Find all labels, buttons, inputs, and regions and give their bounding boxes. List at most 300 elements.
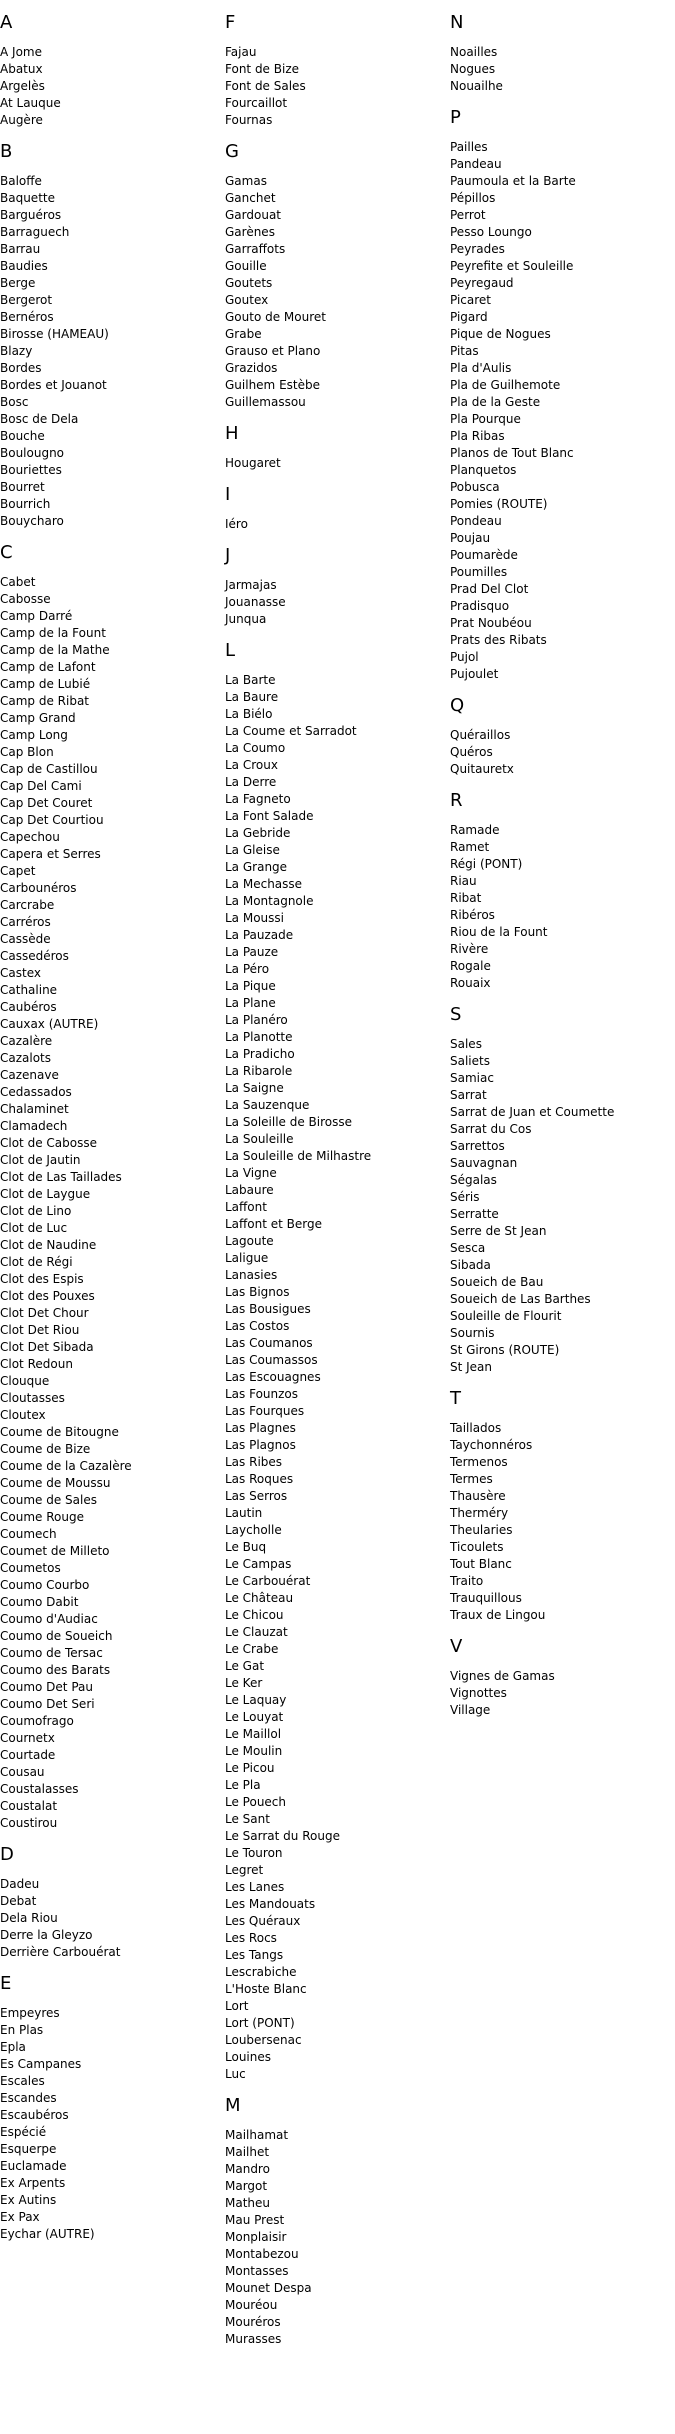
place-name: La Biélo bbox=[225, 707, 273, 721]
place-name: Le Louyat bbox=[225, 1710, 284, 1724]
place-name: Rouaix bbox=[450, 976, 491, 990]
place-name: Derre la Gleyzo bbox=[0, 1928, 93, 1942]
place-name: Cousau bbox=[0, 1765, 45, 1779]
section-i bbox=[225, 484, 440, 533]
place-name: Fourcaillot bbox=[225, 96, 288, 110]
place-name: La Soleille de Birosse bbox=[225, 1115, 353, 1129]
place-name: Camp de Ribat bbox=[0, 694, 90, 708]
place-name: Coume de la Cazalère bbox=[0, 1459, 132, 1473]
place-name: Euclamade bbox=[0, 2159, 67, 2173]
place-name: Laffont bbox=[225, 1200, 267, 1214]
place-name: Coumet de Milleto bbox=[0, 1544, 110, 1558]
place-name: Les Lanes bbox=[225, 1880, 285, 1894]
place-list bbox=[225, 577, 440, 628]
place-name: Cedassados bbox=[0, 1085, 72, 1099]
place-name: Clot de Las Taillades bbox=[0, 1170, 122, 1184]
place-name: Matheu bbox=[225, 2196, 271, 2210]
place-list bbox=[225, 2127, 440, 2348]
column-2 bbox=[225, 0, 440, 2360]
place-name: Pitas bbox=[450, 344, 479, 358]
place-name: Le Laquay bbox=[225, 1693, 287, 1707]
place-name: Ribat bbox=[450, 891, 482, 905]
place-name: Argelès bbox=[0, 79, 45, 93]
place-name: Le Pouech bbox=[225, 1795, 287, 1809]
place-name: Lescrabiche bbox=[225, 1965, 297, 1979]
section-b bbox=[0, 141, 215, 530]
place-name: Coumo Det Pau bbox=[0, 1680, 93, 1694]
place-name: Boulougno bbox=[0, 446, 65, 460]
place-name: La Gleise bbox=[225, 843, 280, 857]
place-name: Souleille de Flourit bbox=[450, 1309, 562, 1323]
place-name: Laligue bbox=[225, 1251, 269, 1265]
place-name: Capechou bbox=[0, 830, 60, 844]
place-name: La Vigne bbox=[225, 1166, 277, 1180]
place-name: Baquette bbox=[0, 191, 55, 205]
place-name: Gouille bbox=[225, 259, 267, 273]
place-name: At Lauque bbox=[0, 96, 61, 110]
place-name: Peyrades bbox=[450, 242, 505, 256]
place-name: Coume de Bize bbox=[0, 1442, 91, 1456]
place-name: Capet bbox=[0, 864, 36, 878]
place-name: Las Coumanos bbox=[225, 1336, 313, 1350]
place-name: Mau Prest bbox=[225, 2213, 285, 2227]
place-name: Clot Det Riou bbox=[0, 1323, 80, 1337]
place-name: Pujoulet bbox=[450, 667, 499, 681]
place-name: Clot de Naudine bbox=[0, 1238, 97, 1252]
place-name: Derrière Carbouérat bbox=[0, 1945, 121, 1959]
place-name: Poumarède bbox=[450, 548, 518, 562]
place-name: Clot Det Sibada bbox=[0, 1340, 94, 1354]
place-name: Blazy bbox=[0, 344, 33, 358]
place-name: Cassedéros bbox=[0, 949, 69, 963]
place-name: Camp Long bbox=[0, 728, 68, 742]
place-name: Le Crabe bbox=[225, 1642, 279, 1656]
section-j bbox=[225, 545, 440, 628]
place-name: Bosc de Dela bbox=[0, 412, 79, 426]
place-name: Bouriettes bbox=[0, 463, 62, 477]
place-name: Cazenave bbox=[0, 1068, 59, 1082]
place-name: Coumetos bbox=[0, 1561, 61, 1575]
place-name: Abatux bbox=[0, 62, 43, 76]
place-name: Termes bbox=[450, 1472, 493, 1486]
place-name: Ex Autins bbox=[0, 2193, 57, 2207]
place-name: Les Tangs bbox=[225, 1948, 284, 1962]
place-list bbox=[0, 173, 215, 530]
place-name: Iéro bbox=[225, 517, 248, 531]
place-name: St Jean bbox=[450, 1360, 493, 1374]
place-name: Bernéros bbox=[0, 310, 54, 324]
section-letter-heading: S bbox=[450, 1004, 462, 1025]
place-name: Taychonnéros bbox=[450, 1438, 533, 1452]
section-letter-heading: F bbox=[225, 12, 236, 33]
section-e bbox=[0, 1973, 215, 2243]
place-name: Gouto de Mouret bbox=[225, 310, 326, 324]
place-name: La Ribarole bbox=[225, 1064, 293, 1078]
place-name: Gardouat bbox=[225, 208, 281, 222]
place-name: Cap Det Couret bbox=[0, 796, 93, 810]
place-name: Mounet Despa bbox=[225, 2281, 312, 2295]
place-name: Las Serros bbox=[225, 1489, 288, 1503]
place-name: Clouque bbox=[0, 1374, 50, 1388]
place-name: Lagoute bbox=[225, 1234, 274, 1248]
place-name: Pujol bbox=[450, 650, 479, 664]
place-name: Les Rocs bbox=[225, 1931, 277, 1945]
place-name: Escaubéros bbox=[0, 2108, 69, 2122]
place-name: Capera et Serres bbox=[0, 847, 101, 861]
place-name: Carcrabe bbox=[0, 898, 55, 912]
place-name: La Derre bbox=[225, 775, 277, 789]
place-name: Quéros bbox=[450, 745, 493, 759]
place-name: Pailles bbox=[450, 140, 488, 154]
place-name: Le Chicou bbox=[225, 1608, 284, 1622]
place-name: Pomies (ROUTE) bbox=[450, 497, 548, 511]
place-name: La Barte bbox=[225, 673, 276, 687]
place-name: Prats des Ribats bbox=[450, 633, 547, 647]
place-name: Prat Noubéou bbox=[450, 616, 532, 630]
place-name: Coumo d'Audiac bbox=[0, 1612, 98, 1626]
section-l bbox=[225, 640, 440, 2083]
place-name: Cabet bbox=[0, 575, 36, 589]
place-name: La Plane bbox=[225, 996, 276, 1010]
place-name: Baloffe bbox=[0, 174, 42, 188]
place-name: Font de Sales bbox=[225, 79, 306, 93]
place-name: Ex Pax bbox=[0, 2210, 40, 2224]
place-name: Trauquillous bbox=[450, 1591, 522, 1605]
place-name: Berge bbox=[0, 276, 36, 290]
place-name: Ségalas bbox=[450, 1173, 497, 1187]
place-name: Le Sant bbox=[225, 1812, 270, 1826]
place-name: Paumoula et la Barte bbox=[450, 174, 576, 188]
place-name: Pla de Guilhemote bbox=[450, 378, 561, 392]
section-t bbox=[450, 1388, 665, 1624]
place-name: Les Mandouats bbox=[225, 1897, 316, 1911]
place-name: Peyregaud bbox=[450, 276, 514, 290]
place-name: La Mechasse bbox=[225, 877, 303, 891]
place-name: Escales bbox=[0, 2074, 45, 2088]
place-name: Goutex bbox=[225, 293, 269, 307]
place-list bbox=[450, 1668, 665, 1719]
section-f bbox=[225, 12, 440, 129]
place-name: Ticoulets bbox=[450, 1540, 504, 1554]
place-name: Carbounéros bbox=[0, 881, 77, 895]
place-name: Labaure bbox=[225, 1183, 274, 1197]
place-name: Las Fourques bbox=[225, 1404, 305, 1418]
place-name: Pla de la Geste bbox=[450, 395, 541, 409]
section-letter-heading: J bbox=[225, 545, 231, 566]
place-name: Montabezou bbox=[225, 2247, 299, 2261]
place-name: Clot de Jautin bbox=[0, 1153, 81, 1167]
place-name: La Souleille de Milhastre bbox=[225, 1149, 372, 1163]
place-name: Cap Blon bbox=[0, 745, 54, 759]
place-name: Sarrat du Cos bbox=[450, 1122, 532, 1136]
place-list bbox=[0, 1876, 215, 1961]
place-name: La Gebride bbox=[225, 826, 291, 840]
place-name: Le Gat bbox=[225, 1659, 265, 1673]
place-name: Le Buq bbox=[225, 1540, 267, 1554]
place-name: Escandes bbox=[0, 2091, 57, 2105]
section-letter-heading: N bbox=[450, 12, 464, 33]
place-name: Murasses bbox=[225, 2332, 282, 2346]
place-name: Barraguech bbox=[0, 225, 70, 239]
place-name: La Planotte bbox=[225, 1030, 293, 1044]
section-q bbox=[450, 695, 665, 778]
place-name: Monplaisir bbox=[225, 2230, 287, 2244]
place-name: Sauvagnan bbox=[450, 1156, 518, 1170]
place-name: Empeyres bbox=[0, 2006, 60, 2020]
section-r bbox=[450, 790, 665, 992]
place-name: Augère bbox=[0, 113, 43, 127]
section-letter-heading: R bbox=[450, 790, 463, 811]
place-name: Termenos bbox=[450, 1455, 508, 1469]
place-name: Picaret bbox=[450, 293, 492, 307]
place-name: Camp de la Fount bbox=[0, 626, 106, 640]
place-name: Courtade bbox=[0, 1748, 56, 1762]
place-name: Garraffots bbox=[225, 242, 286, 256]
place-name: Serre de St Jean bbox=[450, 1224, 547, 1238]
place-name: Le Clauzat bbox=[225, 1625, 288, 1639]
place-name: Planos de Tout Blanc bbox=[450, 446, 574, 460]
place-name: Cazalots bbox=[0, 1051, 52, 1065]
place-name: Sarrat de Juan et Coumette bbox=[450, 1105, 615, 1119]
place-name: Fajau bbox=[225, 45, 257, 59]
place-name: L'Hoste Blanc bbox=[225, 1982, 307, 1996]
place-name: Dela Riou bbox=[0, 1911, 58, 1925]
place-name: Grabe bbox=[225, 327, 262, 341]
place-name: Fournas bbox=[225, 113, 273, 127]
place-name: Pesso Loungo bbox=[450, 225, 532, 239]
place-name: Ribéros bbox=[450, 908, 495, 922]
place-name: Tout Blanc bbox=[450, 1557, 512, 1571]
place-name: Lort (PONT) bbox=[225, 2016, 295, 2030]
place-name: Sesca bbox=[450, 1241, 486, 1255]
place-name: Riou de la Fount bbox=[450, 925, 548, 939]
place-name: Las Costos bbox=[225, 1319, 290, 1333]
place-name: La Pauze bbox=[225, 945, 279, 959]
place-name: Clot de Cabosse bbox=[0, 1136, 97, 1150]
place-list bbox=[225, 455, 440, 472]
place-name: Planquetos bbox=[450, 463, 517, 477]
place-name: Poujau bbox=[450, 531, 491, 545]
place-name: Camp de Lafont bbox=[0, 660, 96, 674]
place-name: Saliets bbox=[450, 1054, 490, 1068]
section-letter-heading: Q bbox=[450, 695, 465, 716]
place-name: La Montagnole bbox=[225, 894, 314, 908]
place-name: Lautin bbox=[225, 1506, 263, 1520]
place-name: Riau bbox=[450, 874, 477, 888]
place-name: La Grange bbox=[225, 860, 288, 874]
place-name: Coumo Det Seri bbox=[0, 1697, 95, 1711]
place-list bbox=[0, 2005, 215, 2243]
place-name: Sarrat bbox=[450, 1088, 487, 1102]
place-name: Rivère bbox=[450, 942, 489, 956]
place-name: Camp Darré bbox=[0, 609, 73, 623]
section-letter-heading: B bbox=[0, 141, 13, 162]
place-name: La Coumo bbox=[225, 741, 286, 755]
place-name: Clot des Espis bbox=[0, 1272, 84, 1286]
place-name: Le Maillol bbox=[225, 1727, 282, 1741]
place-name: La Font Salade bbox=[225, 809, 314, 823]
place-name: Cap Det Courtiou bbox=[0, 813, 104, 827]
place-name: Ramade bbox=[450, 823, 500, 837]
place-name: Samiac bbox=[450, 1071, 494, 1085]
place-name: Chalaminet bbox=[0, 1102, 69, 1116]
place-name: Pigard bbox=[450, 310, 488, 324]
place-name: Junqua bbox=[225, 612, 267, 626]
place-name: Soueich de Bau bbox=[450, 1275, 544, 1289]
section-c bbox=[0, 542, 215, 1832]
place-list bbox=[225, 672, 440, 2083]
section-v bbox=[450, 1636, 665, 1719]
place-name: Cap de Castillou bbox=[0, 762, 98, 776]
place-name: Cabosse bbox=[0, 592, 51, 606]
place-name: Le Campas bbox=[225, 1557, 292, 1571]
place-name: Coume de Sales bbox=[0, 1493, 97, 1507]
section-letter-heading: A bbox=[0, 12, 13, 33]
place-name: Debat bbox=[0, 1894, 37, 1908]
section-d bbox=[0, 1844, 215, 1961]
place-name: Cathaline bbox=[0, 983, 58, 997]
place-name: Coume de Moussu bbox=[0, 1476, 111, 1490]
place-name: La Croux bbox=[225, 758, 278, 772]
place-name: Coume de Bitougne bbox=[0, 1425, 119, 1439]
place-name: Pla Ribas bbox=[450, 429, 505, 443]
place-name: Pique de Nogues bbox=[450, 327, 551, 341]
place-name: Le Ker bbox=[225, 1676, 263, 1690]
place-name: Mandro bbox=[225, 2162, 270, 2176]
place-name: Cassède bbox=[0, 932, 51, 946]
place-name: Ganchet bbox=[225, 191, 276, 205]
place-name: Peyrefite et Souleille bbox=[450, 259, 574, 273]
place-name: Baudies bbox=[0, 259, 48, 273]
place-name: Le Moulin bbox=[225, 1744, 283, 1758]
place-list bbox=[0, 574, 215, 1832]
place-name: La Planéro bbox=[225, 1013, 288, 1027]
place-name: Bordes et Jouanot bbox=[0, 378, 107, 392]
place-name: Pondeau bbox=[450, 514, 502, 528]
place-name: Pla d'Aulis bbox=[450, 361, 512, 375]
place-name: Nogues bbox=[450, 62, 496, 76]
place-name: Thausère bbox=[450, 1489, 506, 1503]
place-name: Margot bbox=[225, 2179, 268, 2193]
place-name: Le Château bbox=[225, 1591, 294, 1605]
place-name: Le Pla bbox=[225, 1778, 261, 1792]
place-name: Grazidos bbox=[225, 361, 278, 375]
place-list bbox=[450, 1420, 665, 1624]
place-name: Epla bbox=[0, 2040, 26, 2054]
place-name: Legret bbox=[225, 1863, 264, 1877]
place-name: Ramet bbox=[450, 840, 490, 854]
place-name: Clot de Régi bbox=[0, 1255, 73, 1269]
place-list bbox=[450, 822, 665, 992]
place-name: Las Bousigues bbox=[225, 1302, 311, 1316]
place-name: La Fagneto bbox=[225, 792, 291, 806]
place-name: Luc bbox=[225, 2067, 246, 2081]
section-p bbox=[450, 107, 665, 683]
place-name: Bordes bbox=[0, 361, 42, 375]
column-1 bbox=[0, 0, 215, 2255]
place-name: Coumech bbox=[0, 1527, 57, 1541]
place-name: Carréros bbox=[0, 915, 51, 929]
place-name: Camp de la Mathe bbox=[0, 643, 110, 657]
place-name: A Jome bbox=[0, 45, 42, 59]
place-name: Lort bbox=[225, 1999, 249, 2013]
place-name: Mailhamat bbox=[225, 2128, 289, 2142]
section-s bbox=[450, 1004, 665, 1376]
place-name: La Saigne bbox=[225, 1081, 284, 1095]
place-name: Louines bbox=[225, 2050, 271, 2064]
place-name: La Sauzenque bbox=[225, 1098, 310, 1112]
place-list bbox=[225, 516, 440, 533]
place-name: Coume Rouge bbox=[0, 1510, 84, 1524]
section-letter-heading: H bbox=[225, 423, 239, 444]
place-name: Clamadech bbox=[0, 1119, 68, 1133]
place-name: La Pauzade bbox=[225, 928, 294, 942]
place-list bbox=[450, 44, 665, 95]
section-letter-heading: L bbox=[225, 640, 236, 661]
section-g bbox=[225, 141, 440, 411]
section-letter-heading: C bbox=[0, 542, 13, 563]
section-letter-heading: T bbox=[450, 1388, 461, 1409]
place-name: Las Escouagnes bbox=[225, 1370, 321, 1384]
place-name: Coumo Dabit bbox=[0, 1595, 79, 1609]
place-list bbox=[450, 1036, 665, 1376]
place-name: Clot des Pouxes bbox=[0, 1289, 95, 1303]
place-name: Es Campanes bbox=[0, 2057, 82, 2071]
place-name: En Plas bbox=[0, 2023, 44, 2037]
place-name: Castex bbox=[0, 966, 41, 980]
place-name: Therméry bbox=[450, 1506, 509, 1520]
place-name: Pandeau bbox=[450, 157, 502, 171]
section-h bbox=[225, 423, 440, 472]
section-letter-heading: V bbox=[450, 1636, 463, 1657]
place-name: Garènes bbox=[225, 225, 275, 239]
place-name: Mouréou bbox=[225, 2298, 278, 2312]
section-letter-heading: I bbox=[225, 484, 231, 505]
section-letter-heading: E bbox=[0, 1973, 12, 1994]
place-name: Village bbox=[450, 1703, 491, 1717]
place-name: Quéraillos bbox=[450, 728, 511, 742]
place-name: Grauso et Plano bbox=[225, 344, 321, 358]
place-name: Soueich de Las Barthes bbox=[450, 1292, 591, 1306]
place-name: Noailles bbox=[450, 45, 498, 59]
place-name: Las Roques bbox=[225, 1472, 294, 1486]
place-name: Pobusca bbox=[450, 480, 500, 494]
place-name: Coumo des Barats bbox=[0, 1663, 111, 1677]
place-name: Poumilles bbox=[450, 565, 508, 579]
place-name: Rogale bbox=[450, 959, 491, 973]
place-name: La Coume et Sarradot bbox=[225, 724, 357, 738]
place-name: Lanasies bbox=[225, 1268, 278, 1282]
place-name: Bourret bbox=[0, 480, 45, 494]
place-name: Coumofrago bbox=[0, 1714, 74, 1728]
place-name: Coustalat bbox=[0, 1799, 58, 1813]
section-n bbox=[450, 12, 665, 95]
section-a bbox=[0, 12, 215, 129]
place-name: Jouanasse bbox=[225, 595, 286, 609]
place-name: Birosse (HAMEAU) bbox=[0, 327, 109, 341]
place-name: Jarmajas bbox=[225, 578, 277, 592]
place-name: Goutets bbox=[225, 276, 273, 290]
place-name: Clot de Luc bbox=[0, 1221, 68, 1235]
place-name: Esquerpe bbox=[0, 2142, 57, 2156]
section-letter-heading: P bbox=[450, 107, 461, 128]
place-name: Las Bignos bbox=[225, 1285, 290, 1299]
place-name: Le Picou bbox=[225, 1761, 275, 1775]
place-name: Bouycharo bbox=[0, 514, 64, 528]
place-name: Coumo Courbo bbox=[0, 1578, 90, 1592]
place-name: Theularies bbox=[450, 1523, 513, 1537]
place-name: Sournis bbox=[450, 1326, 495, 1340]
